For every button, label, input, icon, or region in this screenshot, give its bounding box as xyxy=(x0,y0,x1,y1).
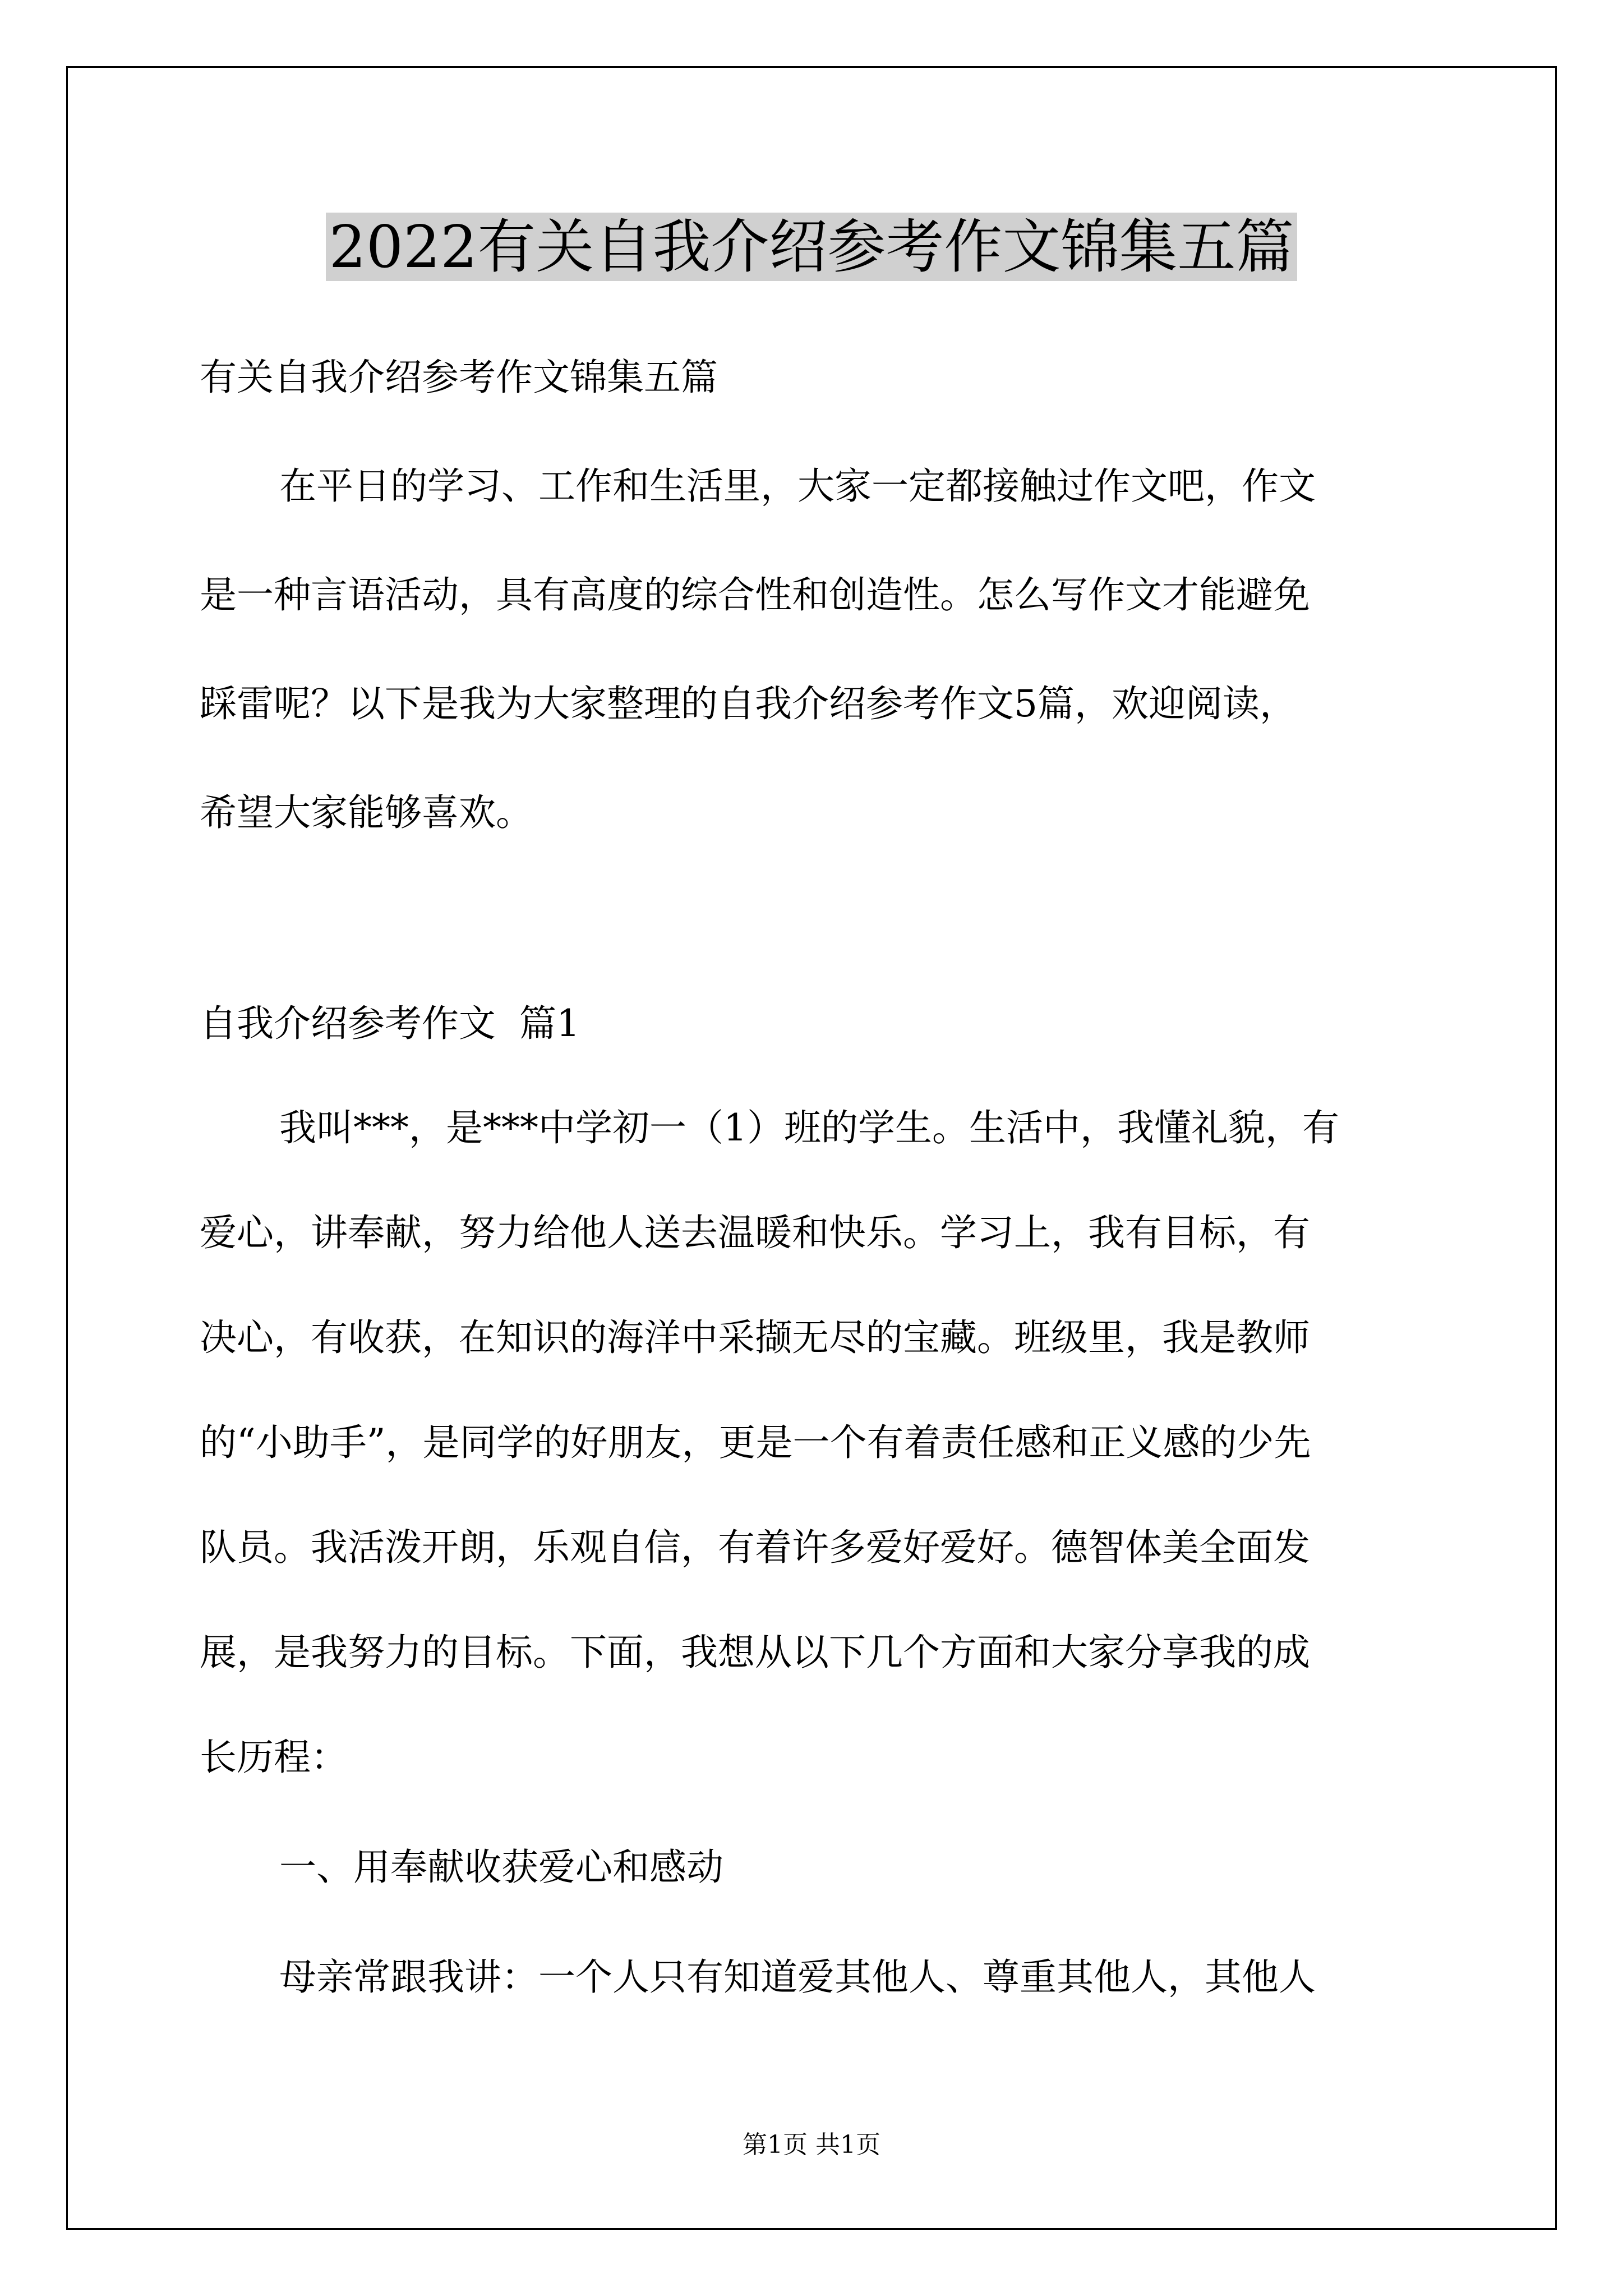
section1-line-4: 的“小助手”，是同学的好朋友，更是一个有着责任感和正义感的少先 xyxy=(200,1421,1311,1464)
page-footer: 第1页 共1页 xyxy=(743,2131,880,2159)
subheading: 一、用奉献收获爱心和感动 xyxy=(279,1846,723,1889)
document-subtitle: 有关自我介绍参考作文锦集五篇 xyxy=(200,356,718,399)
document-title: 2022有关自我介绍参考作文锦集五篇 xyxy=(0,209,1623,285)
section1-line-7: 长历程： xyxy=(200,1736,348,1779)
section1-line-6: 展，是我努力的目标。下面，我想从以下几个方面和大家分享我的成 xyxy=(200,1631,1310,1674)
intro-line-1: 在平日的学习、工作和生活里，大家一定都接触过作文吧，作文 xyxy=(279,464,1316,508)
section1-line-5: 队员。我活泼开朗，乐观自信，有着许多爱好爱好。德智体美全面发 xyxy=(200,1526,1310,1569)
section-heading: 自我介绍参考作文 篇1 xyxy=(200,1002,580,1045)
section1-line-3: 决心，有收获，在知识的海洋中采撷无尽的宝藏。班级里，我是教师 xyxy=(200,1316,1310,1359)
paragraph-line: 母亲常跟我讲：一个人只有知道爱其他人、尊重其他人，其他人 xyxy=(279,1955,1316,1999)
intro-line-2: 是一种言语活动，具有高度的综合性和创造性。怎么写作文才能避免 xyxy=(200,573,1310,616)
section1-line-2: 爱心，讲奉献，努力给他人送去温暖和快乐。学习上，我有目标，有 xyxy=(200,1211,1310,1254)
intro-line-4: 希望大家能够喜欢。 xyxy=(200,791,533,834)
section1-line-1: 我叫***，是***中学初一（1）班的学生。生活中，我懂礼貌，有 xyxy=(279,1106,1339,1149)
intro-line-3: 踩雷呢？以下是我为大家整理的自我介绍参考作文5篇，欢迎阅读， xyxy=(200,682,1297,725)
